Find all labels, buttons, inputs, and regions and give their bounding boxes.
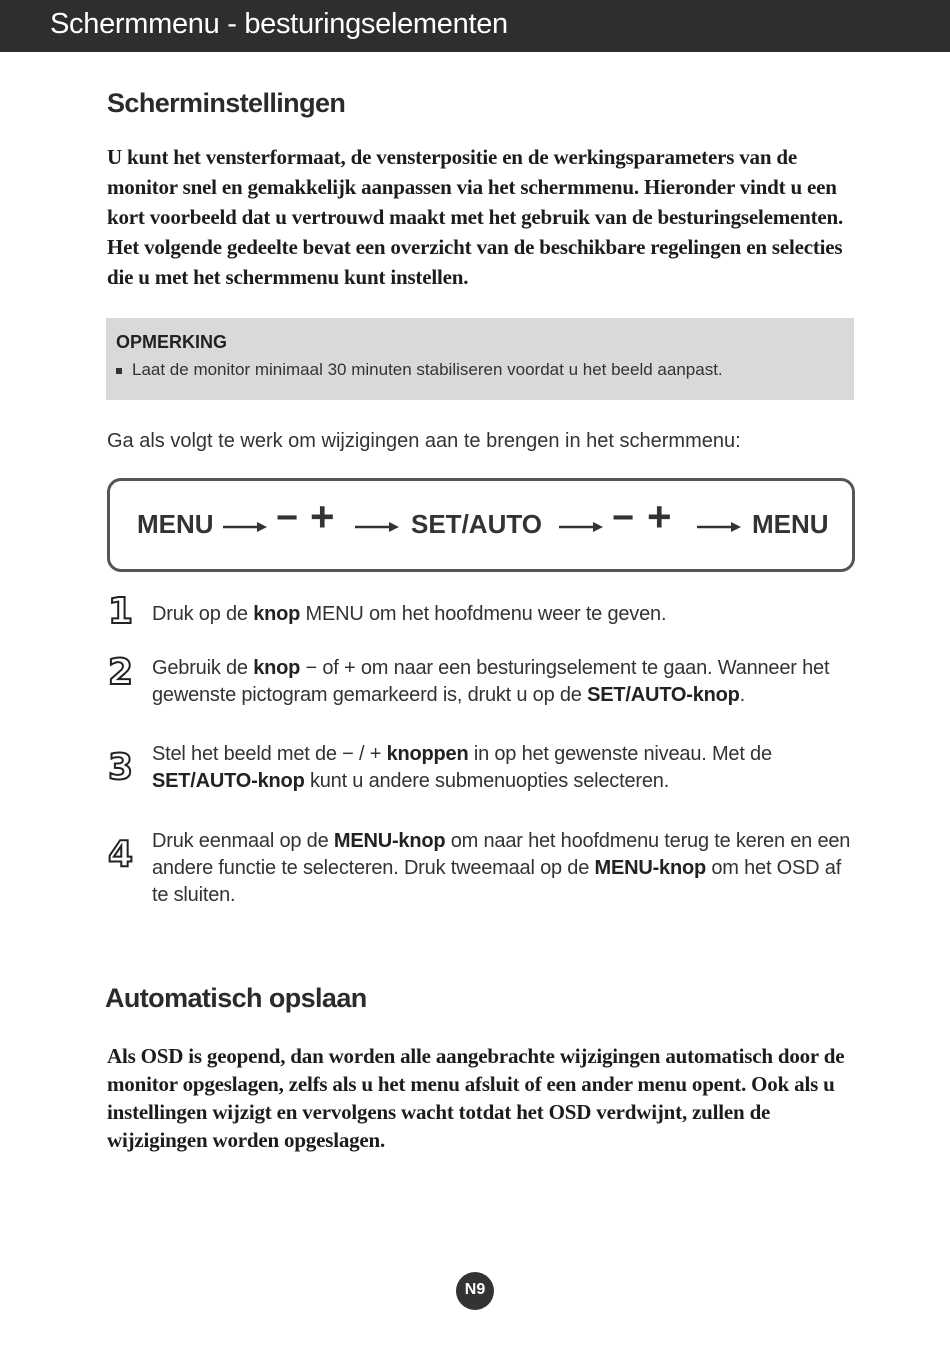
section-heading-scherminstellingen: Scherminstellingen xyxy=(107,88,346,118)
bullet-icon xyxy=(116,368,122,374)
page-title: Schermmenu - besturingselementen xyxy=(50,8,508,40)
step-text-2 xyxy=(152,655,857,709)
page-number-badge xyxy=(456,1272,494,1310)
page-number: N9 xyxy=(464,1281,486,1298)
flow-set-auto-label: SET/AUTO xyxy=(411,509,542,539)
step-text-segment: om het OSD af te sluiten. xyxy=(152,857,842,906)
flow-minus-label: − xyxy=(612,497,635,539)
flow-menu-label: MENU xyxy=(752,509,829,539)
step-number-2: 2 xyxy=(108,652,134,693)
step-bold-text: MENU-knop xyxy=(594,857,707,879)
button-flow-diagram xyxy=(107,478,855,572)
note-text: Laat de monitor minimaal 30 minuten stabiliseren voordat u het beeld aanpast. xyxy=(132,360,723,379)
flow-minus-label: − xyxy=(276,497,299,539)
autosave-paragraph: Als OSD is geopend, dan worden alle aangebrachte wijzigingen automatisch door de monitor opgeslagen, zelfs als u het menu afsluit of een ander menu opent. Ook als u instellingen wijzigt en vervolgens wacht totdat het OSD verdwijnt, zullen de wijzigingen worden opgeslagen. xyxy=(107,1044,845,1152)
step-text-segment: Druk op de xyxy=(152,603,254,625)
step-text-segment: Stel het beeld met de − / + xyxy=(152,743,387,765)
arrow-right-icon xyxy=(355,521,399,533)
step-text-segment: in op het gewenste niveau. Met de xyxy=(468,743,772,765)
step-text-segment: − of + om naar een besturingselement te gaan. Wanneer het gewenste pictogram gemarkeerd is, drukt u op de xyxy=(152,657,830,706)
step-bold-text: knoppen xyxy=(386,743,469,765)
arrow-right-icon xyxy=(697,521,741,533)
step-number-3: 3 xyxy=(108,747,134,788)
step-text-1 xyxy=(152,601,857,628)
flow-plus-label: + xyxy=(310,493,335,540)
step-bold-text: knop xyxy=(253,657,301,679)
step-text-segment: Druk eenmaal op de xyxy=(152,830,334,852)
note-item xyxy=(116,360,723,380)
flow-menu-label: MENU xyxy=(137,509,214,539)
header-bar xyxy=(0,0,950,52)
step-text-4 xyxy=(152,828,857,909)
flow-plus-label: + xyxy=(647,493,672,540)
step-bold-text: knop xyxy=(253,603,301,625)
step-number-4: 4 xyxy=(108,834,134,875)
intro-paragraph: U kunt het vensterformaat, de vensterpositie en de werkingsparameters van de monitor snel en gemakkelijk aanpassen via het schermmenu. Hieronder vindt u een kort voorbeeld dat u vertrouwd maakt met het gebruik van de besturingselementen. Het volgende gedeelte bevat een overzicht van de beschikbare regelingen en selecties die u met het schermmenu kunt instellen. xyxy=(107,145,844,289)
lead-text: Ga als volgt te werk om wijzigingen aan te brengen in het schermmenu: xyxy=(107,430,741,452)
arrow-right-icon xyxy=(559,521,603,533)
section-heading-automatisch-opslaan: Automatisch opslaan xyxy=(105,983,367,1013)
note-title: OPMERKING xyxy=(116,332,228,352)
step-text-segment: om naar het hoofdmenu terug te keren en een andere functie te selecteren. Druk tweemaal op de xyxy=(152,830,851,879)
step-text-segment: Gebruik de xyxy=(152,657,254,679)
step-text-segment: MENU om het hoofdmenu weer te geven. xyxy=(300,603,667,625)
step-number-1: 1 xyxy=(108,591,134,632)
step-bold-text: MENU-knop xyxy=(333,830,446,852)
step-text-3 xyxy=(152,741,857,795)
step-bold-text: SET/AUTO-knop xyxy=(152,770,305,792)
note-box xyxy=(106,318,854,400)
step-bold-text: SET/AUTO-knop xyxy=(587,684,740,706)
arrow-right-icon xyxy=(223,521,267,533)
step-text-segment: kunt u andere submenuopties selecteren. xyxy=(304,770,670,792)
step-text-segment: . xyxy=(739,684,746,706)
